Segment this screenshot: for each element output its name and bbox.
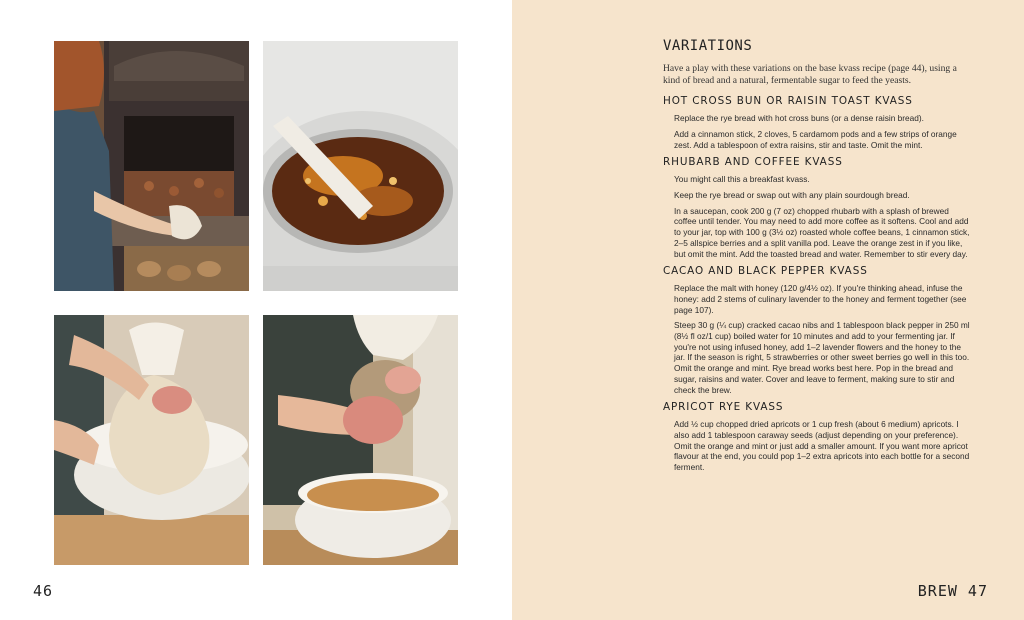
section-cacao-pepper (663, 265, 973, 395)
section-rhubarb-coffee (663, 156, 973, 259)
section-paragraph: You might call this a breakfast kvass. (674, 174, 810, 185)
left-page-number: 46 (33, 582, 54, 600)
section-paragraph: Add ½ cup chopped dried apricots or 1 cup fresh (about 6 medium) apricots. I also add 1 tablespoon caraway seeds (adjust depending on your preference). Omit the orange and mint or just add a smaller amount. If you want more apricot flavour at the end, you could pop 1–2 extra apricots into each bottle for a second ferment. (674, 419, 970, 473)
section-apricot-rye (663, 401, 973, 473)
section-paragraph: Steep 30 g (¼ cup) cracked cacao nibs and 1 tablespoon black pepper in 250 ml (8½ fl oz/1 cup) boiled water for 10 minutes and add to your fermenting jar. If you're not using infused honey, add 1–2 lavender flowers and the honey to the jar. If the season is right, 5 strawberries or other sweet berries go well in this too. Omit the orange and mint. Rye bread works best here. Pop in the bread and sugar, raisins and water. Cover and leave to ferment, making sure to stir and check the brew. (674, 320, 970, 395)
section-paragraph: Replace the rye bread with hot cross buns (or a dense raisin bread). (674, 113, 924, 124)
photo-cloth-bundle-in-bowl (54, 315, 249, 565)
page-title: VARIATIONS (663, 38, 753, 54)
section-paragraph: Add a cinnamon stick, 2 cloves, 5 cardamom pods and a few strips of orange zest. Add a tablespoon of extra raisins, stir and taste. Omit the mint. (674, 128, 957, 150)
section-heading: APRICOT RYE KVASS (663, 401, 784, 414)
recipe-variations (663, 38, 973, 479)
section-heading: RHUBARB AND COFFEE KVASS (663, 156, 843, 169)
section-paragraph: Replace the malt with honey (120 g/4½ oz). If you're thinking ahead, infuse the honey: add 2 stems of culinary lavender to the honey and ferment together (see page 107). (674, 283, 967, 315)
right-page-number: BREW 47 (917, 582, 988, 600)
section-paragraph: In a saucepan, cook 200 g (7 oz) chopped rhubarb with a splash of brewed coffee until tender. You may need to add more coffee as it softens. Cool and add to your jar, top with 100 g (3½ oz) roasted whole coffee beans, 1 cinnamon stick, 2–5 allspice berries and a split vanilla pod. Leave the orange zest in if you like, but omit the mint. Add the toasted bread and water. Remember to stir every day. (674, 205, 970, 259)
photo-woman-at-oven (54, 41, 249, 291)
section-heading: CACAO AND BLACK PEPPER KVASS (663, 265, 868, 278)
section-heading: HOT CROSS BUN OR RAISIN TOAST KVASS (663, 95, 913, 108)
section-hot-cross-bun (663, 95, 973, 150)
photo-squeezing-into-bowl (263, 315, 458, 565)
section-paragraph: Keep the rye bread or swap out with any plain sourdough bread. (674, 190, 910, 200)
photo-kvass-pot-stirring (263, 41, 458, 291)
intro-paragraph: Have a play with these variations on the base kvass recipe (page 44), using a kind of bread and a natural, fermentable sugar to feed the yeasts. (663, 63, 957, 86)
right-page (512, 0, 1024, 620)
